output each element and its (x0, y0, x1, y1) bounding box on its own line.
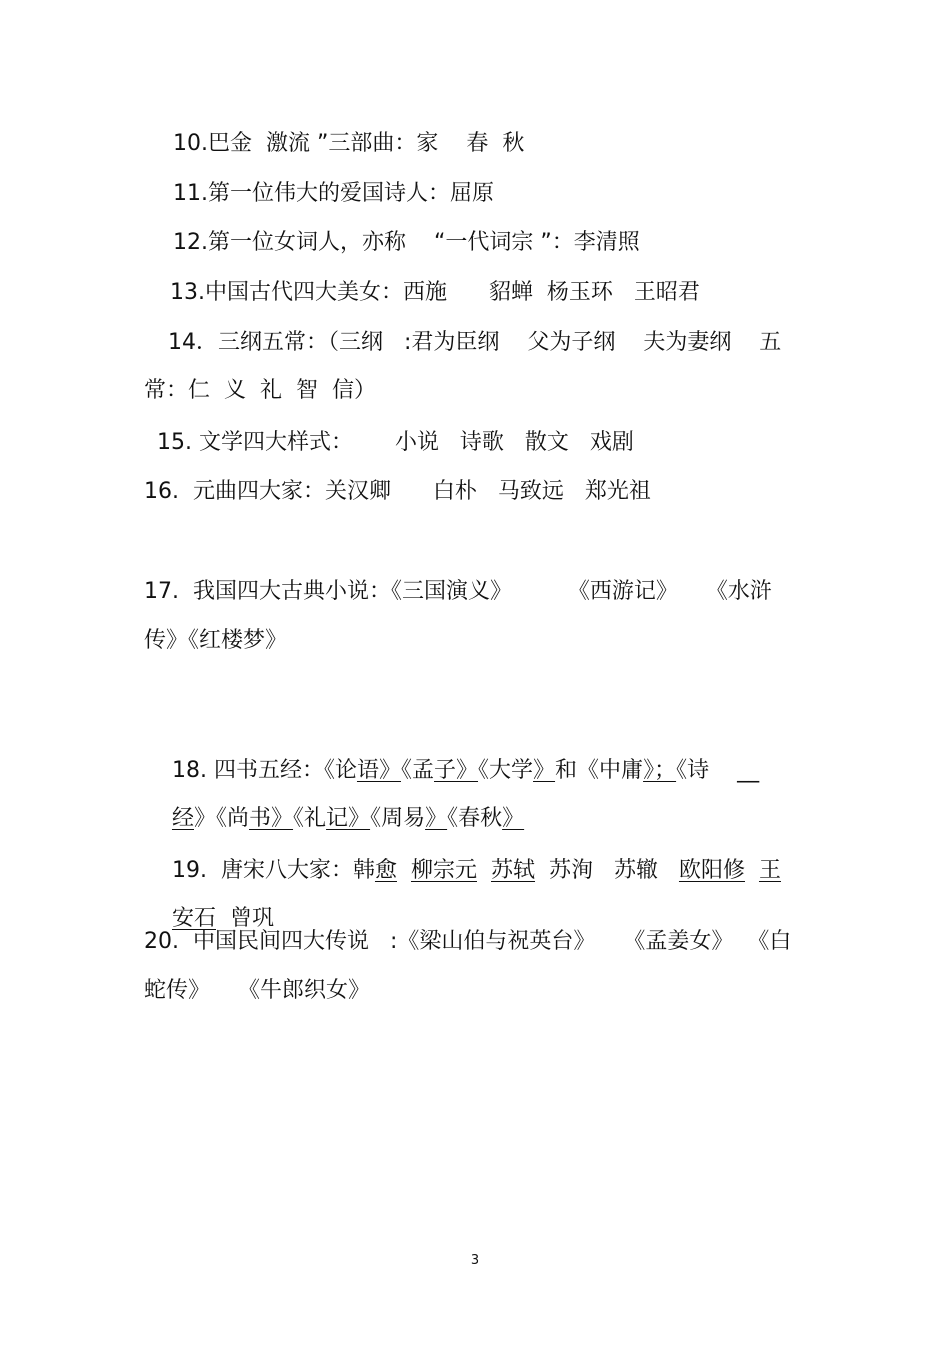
item-18-segment: 《孟 (400, 758, 434, 783)
item-18-segment: 18. 四书五经：《论 (171, 758, 357, 783)
item-14-line-1: 14．三纲五常：（三纲 :君为臣纲 父为子纲 夫为妻纲 五 (168, 330, 782, 355)
item-19-segment: 19. 唐宋八大家：韩 (171, 858, 375, 883)
item-19-gap (477, 858, 491, 883)
item-19-gap (397, 858, 411, 883)
item-20-line-2: 蛇传》 《牛郎织女》 (144, 978, 370, 1003)
item-20-line-1: 20. 中国民间四大传说 :《梁山伯与祝英台》 《孟姜女》 《白 (144, 929, 792, 954)
item-19-segment: 曾巩 (216, 906, 274, 931)
underlined-answer: 王 (758, 858, 781, 883)
item-18-segment: 《周易 (370, 806, 426, 831)
underlined-answer: 柳宗元 (410, 858, 477, 883)
item-18-segment: 》《尚 (194, 806, 250, 831)
underlined-answer: 》 (425, 806, 448, 831)
item-11: 11.第一位伟大的爱国诗人：屈原 (173, 181, 494, 206)
item-12: 12.第一位女词人，亦称 “一代词宗 ”：李清照 (173, 230, 640, 255)
item-15: 15. 文学四大样式： 小说 诗歌 散文 戏剧 (157, 430, 634, 455)
underlined-answer: 安石 (171, 906, 216, 931)
underlined-answer: 》 (502, 806, 525, 831)
underlined-answer: 记》 (326, 806, 371, 831)
item-19-gap (745, 858, 759, 883)
underlined-answer: 》 (533, 758, 556, 783)
item-10: 10.巴金 激流 ”三部曲：家 春 秋 (173, 131, 525, 156)
page-number: 3 (470, 1253, 480, 1268)
underlined-answer: 》； (643, 758, 677, 783)
item-18-segment: 《大学 (478, 758, 534, 783)
underlined-answer: 苏轼 (491, 858, 536, 883)
underlined-answer: 语》 (356, 758, 401, 783)
item-18-segment: 《诗 (676, 758, 738, 783)
blank-line: __ (737, 758, 760, 783)
item-18-segment: 《春秋 (447, 806, 503, 831)
underlined-answer: 子》 (434, 758, 479, 783)
item-17-line-2: 传》《红楼梦》 (144, 628, 288, 653)
item-19-segment: 苏洵 苏辙 (535, 858, 679, 883)
item-16: 16. 元曲四大家：关汉卿 白朴 马致远 郑光祖 (144, 479, 651, 504)
item-13: 13.中国古代四大美女：西施 貂蝉 杨玉环 王昭君 (170, 280, 700, 305)
item-18-segment: 《礼 (293, 806, 327, 831)
item-18-segment: 和《中庸 (555, 758, 644, 783)
underlined-answer: 经 (171, 806, 194, 831)
item-17-line-1: 17. 我国四大古典小说：《三国演义》 《西游记》 《水浒 (144, 579, 772, 604)
item-14-line-2: 常：仁 义 礼 智 信） (144, 378, 376, 403)
underlined-answer: 欧阳修 (678, 858, 745, 883)
underlined-answer: 愈 (374, 858, 397, 883)
underlined-answer: 书》 (249, 806, 294, 831)
